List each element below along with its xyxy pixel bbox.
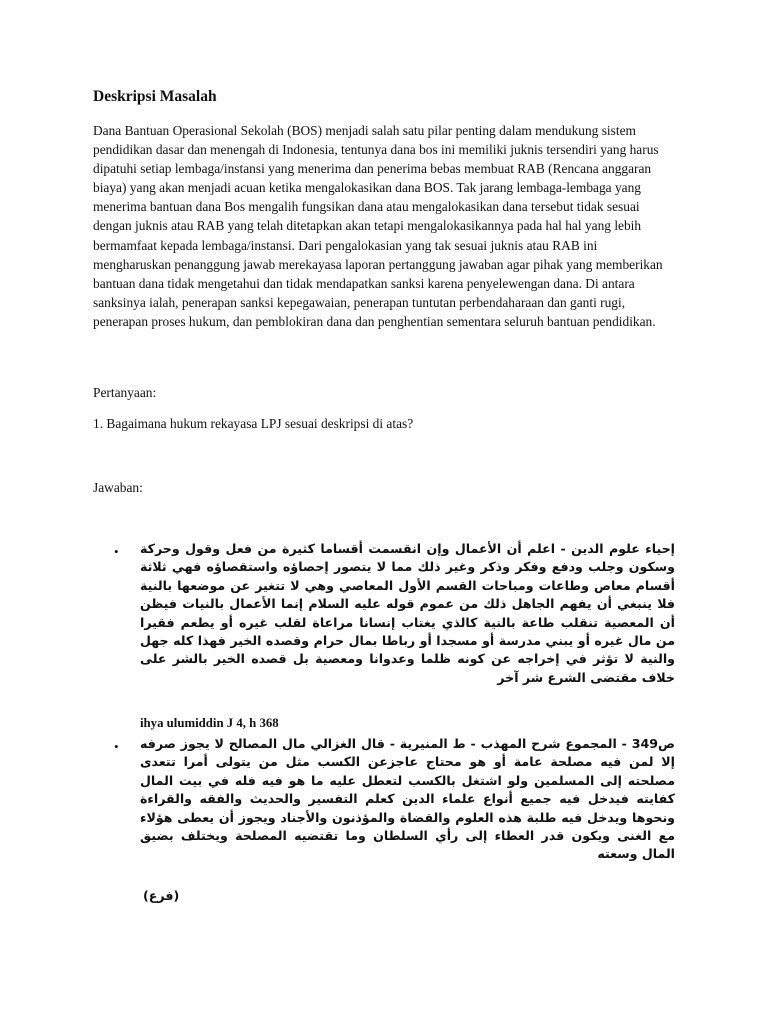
question-label: Pertanyaan: xyxy=(93,385,157,400)
bullet-marker: • xyxy=(114,739,119,754)
bullet-marker: • xyxy=(114,544,119,559)
section-heading: Deskripsi Masalah xyxy=(93,88,217,105)
arabic-quote: ص349 - المجموع شرح المهذب - ط المنيرية - قال الغزالي مال المصالح لا يجوز صرفه إلا لمن فيه مصلحة عامة أو هو محتاج عاجزعن الكسب مثل من يتولى أمرا تتعدى مصلحته إلى المسلمين ولو اشتغل بالكسب لتعطل عليه ما هو فيه فله في بيت المال كفايته فيدخل فيه جميع أنواع علماء الدين كعلم التفسير والحديث والفقه والقراءة ونحوها ويدخل فيه طلبة هذه العلوم والقضاة والمؤذنون والأجناد ويجوز أن يعطى هؤلاء مع الغنى ويكون قدر العطاء إلى رأي السلطان وما تقتضيه المصلحة ويختلف بضيق المال وسعته xyxy=(140,736,675,862)
question-item: 1. Bagaimana hukum rekayasa LPJ sesuai deskripsi di atas? xyxy=(93,416,414,431)
answer-label: Jawaban: xyxy=(93,480,143,495)
sub-note: (فرع) xyxy=(143,888,180,903)
arabic-quote: إحياء علوم الدين - اعلم أن الأعمال وإن انقسمت أقساما كثيرة من فعل وقول وحركة وسكون وجلب ودفع وفكر وذكر وغير ذلك مما لا يتصور إحصاؤه واستقصاؤه فهي ثلاثة أقسام معاص وطاعات ومباحات القسم الأول المعاصي وهي لا تتغير عن موضعها بالنية فلا ينبغي أن يفهم الجاهل ذلك من عموم قوله عليه السلام إنما الأعمال بالنيات فيظن أن المعصية تنقلب طاعة بالنية كالذي يغتاب إنسانا مراعاة لقلب غيره أو يطعم فقيرا من مال غيره أو يبني مدرسة أو مسجدا أو رباطا بمال حرام وقصده الخير فهذا كله جهل والنية لا تؤثر في إخراجه عن كونه ظلما وعدوانا ومعصية بل قصده الخير بالشر على خلاف مقتضى الشرع شر آخر xyxy=(140,541,675,685)
problem-description: Dana Bantuan Operasional Sekolah (BOS) menjadi salah satu pilar penting dalam mendukung sistem pendidikan dasar dan menengah di Indonesia, tentunya dana bos ini memiliki juknis tersendiri yang harus dipatuhi setiap lembaga/instansi yang menerima dan penerima bebas membuat RAB (Rencana anggaran biaya) yang akan menjadi acuan ketika mengalokasikan dana BOS. Tak jarang lembaga-lembaga yang menerima bantuan dana Bos mengalih fungsikan dana atau mengalokasikan dana tersebut tidak sesuai dengan juknis atau RAB yang telah ditetapkan akan tetapi mengalokasikannya pada hal hal yang lebih bermamfaat kepada lembaga/instansi. Dari pengalokasian yang tak sesuai juknis atau RAB ini mengharuskan penanggung jawab merekayasa laporan pertanggung jawaban agar pihak yang memberikan bantuan dana tidak mengetahui dan tidak mendapatkan sanksi karena penyelewengan dana. Di antara sanksinya ialah, penerapan sanksi kepegawaian, penerapan tuntutan perbendaharaan dan ganti rugi, penerapan proses hukum, dan pemblokiran dana dan penghentian sementara seluruh bantuan pendidikan. xyxy=(93,123,663,329)
source-reference: ihya ulumiddin J 4, h 368 xyxy=(140,716,279,730)
